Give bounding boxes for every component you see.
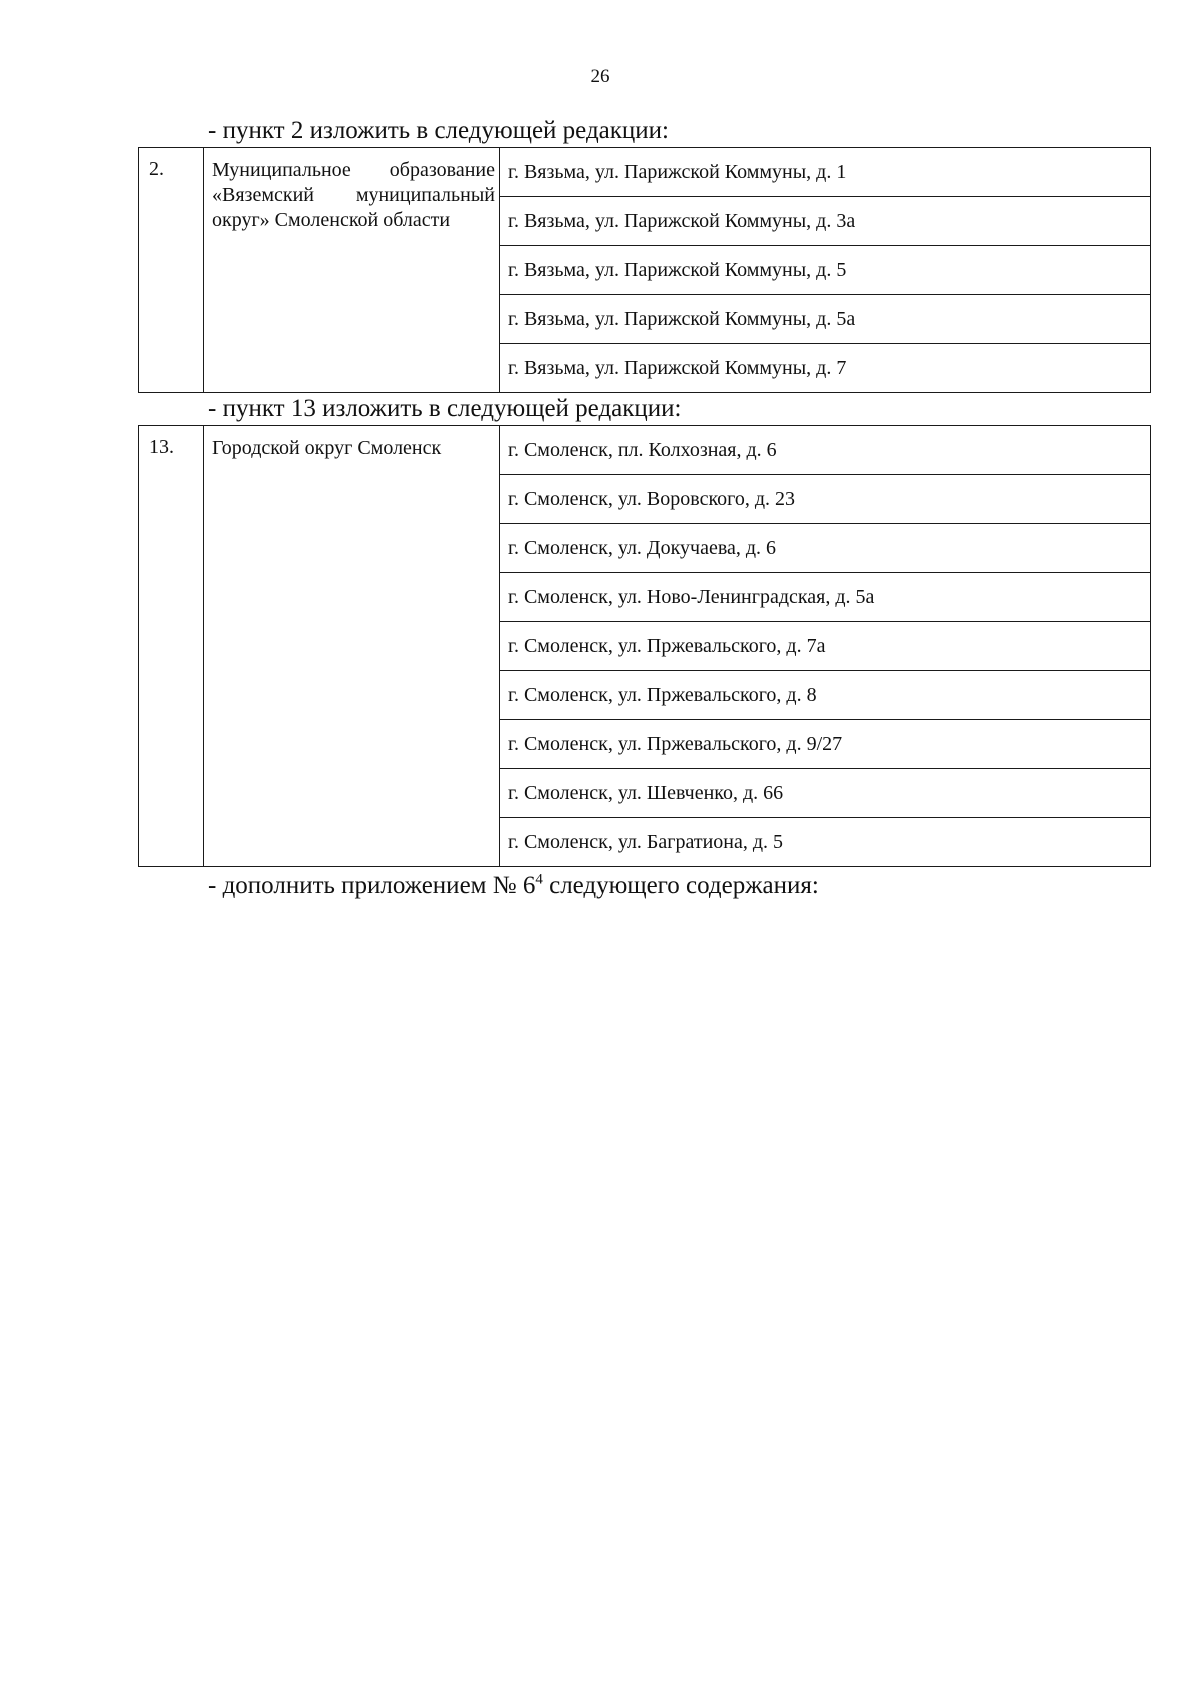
section-intro: - пункт 2 изложить в следующей редакции:: [208, 117, 669, 144]
closing-suffix: следующего содержания:: [542, 872, 819, 899]
address-cell: г. Вязьма, ул. Парижской Коммуны, д. 7: [500, 344, 1151, 393]
address-cell: г. Смоленск, ул. Пржевальского, д. 7а: [500, 622, 1151, 671]
closing-paragraph: [208, 872, 819, 900]
address-cell: г. Смоленск, ул. Воровского, д. 23: [500, 475, 1151, 524]
address-cell: г. Вязьма, ул. Парижской Коммуны, д. 3а: [500, 197, 1151, 246]
address-cell: г. Смоленск, ул. Пржевальского, д. 8: [500, 671, 1151, 720]
address-cell: г. Вязьма, ул. Парижской Коммуны, д. 1: [500, 148, 1151, 197]
address-cell: г. Смоленск, ул. Докучаева, д. 6: [500, 524, 1151, 573]
row-number: 13.: [139, 426, 204, 867]
address-cell: г. Смоленск, ул. Багратиона, д. 5: [500, 818, 1151, 867]
closing-superscript: 4: [535, 871, 543, 888]
address-cell: г. Смоленск, пл. Колхозная, д. 6: [500, 426, 1151, 475]
address-cell: г. Вязьма, ул. Парижской Коммуны, д. 5: [500, 246, 1151, 295]
table-row: [139, 426, 1151, 475]
municipality-name-text: Городской округ Смоленск: [212, 437, 442, 459]
address-cell: г. Смоленск, ул. Ново-Ленинградская, д. 5а: [500, 573, 1151, 622]
section-intro: - пункт 13 изложить в следующей редакции:: [208, 395, 682, 422]
address-cell: г. Смоленск, ул. Пржевальского, д. 9/27: [500, 720, 1151, 769]
table-punkt-13: [138, 425, 1151, 867]
municipality-name-text: Муниципальное образование «Вяземский муниципальный округ» Смоленской области: [212, 159, 495, 231]
table-punkt-2: [138, 147, 1151, 393]
address-cell: г. Вязьма, ул. Парижской Коммуны, д. 5а: [500, 295, 1151, 344]
row-number: 2.: [139, 148, 204, 393]
page-number: 26: [590, 66, 610, 87]
table-row: [139, 148, 1151, 197]
municipality-name: [204, 148, 500, 393]
address-cell: г. Смоленск, ул. Шевченко, д. 66: [500, 769, 1151, 818]
municipality-name: [204, 426, 500, 867]
closing-text: - дополнить приложением № 6: [208, 872, 536, 899]
